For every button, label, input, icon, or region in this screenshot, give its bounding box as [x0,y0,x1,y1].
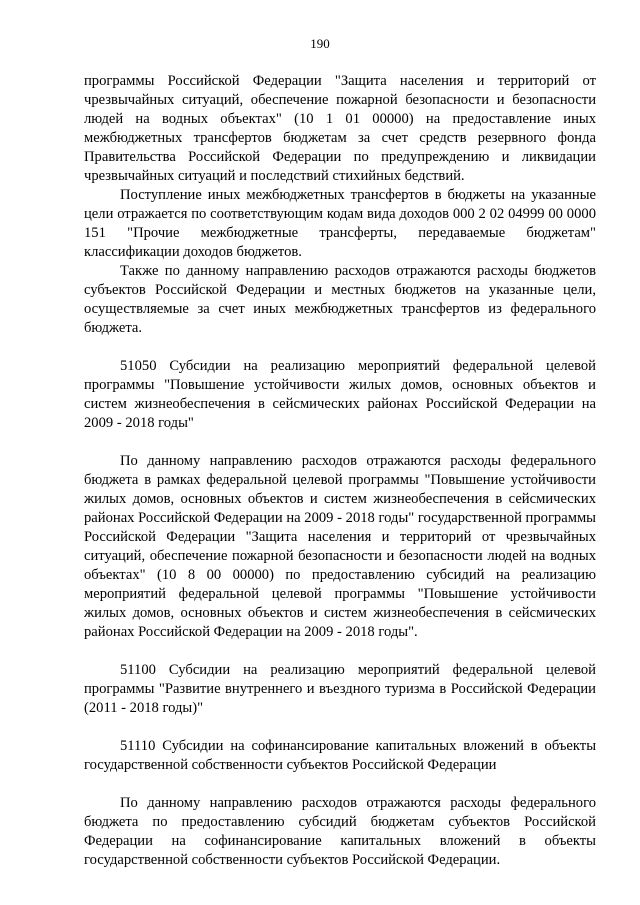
paragraph-51050-description: По данному направлению расходов отражаются расходы федерального бюджета в рамках федеральной целевой программы "Повышение устойчивости жилых домов, основных объектов и систем жизнеобеспечения в сейсмических районах Российской Федерации на 2009 - 2018 годы" государственной программы Российской Федерации "Защита населения и территорий от чрезвычайных ситуаций, обеспечение пожарной безопасности и безопасности людей на водных объектах" (10 8 00 00000) по предоставлению субсидий на реализацию мероприятий федеральной целевой программы "Повышение устойчивости жилых домов, основных объектов и систем жизнеобеспечения в сейсмических районах Российской Федерации на 2009 - 2018 годы". [84,453,596,640]
page-number: 190 [310,36,330,51]
paragraph-continuation: программы Российской Федерации "Защита населения и территорий от чрезвычайных ситуаций, обеспечение пожарной безопасности и безопасности людей на водных объектах" (10 1 01 00000) на предоставление иных межбюджетных трансфертов бюджетам за счет средств резервного фонда Правительства Российской Федерации по предупреждению и ликвидации чрезвычайных ситуаций и последствий стихийных бедствий. [84,73,596,184]
heading-51100: 51100 Субсидии на реализацию мероприятий федеральной целевой программы "Развитие внутреннего и въездного туризма в Российской Федерации (2011 - 2018 годы)" [84,662,596,716]
paragraph-revenue-receipt: Поступление иных межбюджетных трансфертов в бюджеты на указанные цели отражается по соответствующим кодам вида доходов 000 2 02 04999 00 0000 151 "Прочие межбюджетные трансферты, передаваемые бюджетам" классификации доходов бюджетов. [84,187,596,260]
heading-51110: 51110 Субсидии на софинансирование капитальных вложений в объекты государственной собственности субъектов Российской Федерации [84,738,596,773]
paragraph-expenses-also: Также по данному направлению расходов отражаются расходы бюджетов субъектов Российской Федерации и местных бюджетов на указанные цели, осуществляемые за счет иных межбюджетных трансфертов из федерального бюджета. [84,263,596,336]
heading-51050: 51050 Субсидии на реализацию мероприятий федеральной целевой программы "Повышение устойчивости жилых домов, основных объектов и систем жизнеобеспечения в сейсмических районах Российской Федерации на 2009 - 2018 годы" [84,358,596,431]
paragraph-51110-description: По данному направлению расходов отражаются расходы федерального бюджета по предоставлению субсидий бюджетам субъектов Российской Федерации на софинансирование капитальных вложений в объекты государственной собственности субъектов Российской Федерации. [84,795,596,868]
document-body [84,72,596,870]
